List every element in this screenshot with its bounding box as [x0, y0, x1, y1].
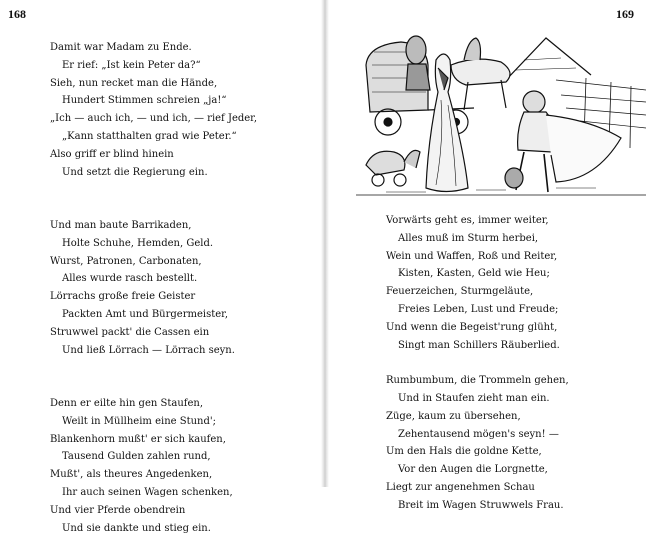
verse-line: Singt man Schillers Räuberlied.: [398, 339, 560, 351]
verse-line: Und setzt die Regierung ein.: [62, 166, 208, 178]
verse-line: Denn er eilte hin gen Staufen,: [50, 397, 204, 409]
verse-line: Und wenn die Begeist'rung glüht,: [386, 321, 558, 333]
verse-line: Packten Amt und Bürgermeister,: [62, 308, 229, 320]
page-number-right: 169: [616, 7, 634, 21]
verse-line: Alles wurde rasch bestellt.: [62, 273, 198, 285]
verse-line: Breit im Wagen Struwwels Frau.: [398, 499, 564, 511]
verse-line: Um den Hals die goldne Kette,: [386, 446, 542, 458]
stanza-gap: [50, 359, 257, 377]
verse-line: Also griff er blind hinein: [50, 148, 174, 160]
verse-line: Rumbumbum, die Trommeln gehen,: [386, 375, 569, 387]
verse-line: Weilt in Müllheim eine Stund';: [62, 415, 217, 427]
verse-line: Damit war Madam zu Ende.: [50, 42, 192, 53]
verse-line: Er rief: „Ist kein Peter da?“: [62, 59, 201, 71]
woodcut-illustration-icon: [356, 20, 646, 205]
verse-line: „Kann statthalten grad wie Peter.“: [62, 130, 237, 142]
verse-line: Alles muß im Sturm herbei,: [398, 232, 539, 244]
verse-line: Wurst, Patronen, Carbonaten,: [50, 255, 202, 267]
verse-line: Lörrachs große freie Geister: [50, 291, 196, 303]
verse-line: Und ließ Lörrach — Lörrach seyn.: [62, 344, 235, 356]
stanza-gap: [50, 377, 257, 395]
verse-line: Freies Leben, Lust und Freude;: [398, 303, 559, 315]
verse-line: Vorwärts geht es, immer weiter,: [386, 215, 549, 226]
verse-line: Sieh, nun recket man die Hände,: [50, 77, 218, 89]
poem-text-left: [50, 39, 257, 537]
verse-line: Struwwel packt' die Cassen ein: [50, 326, 210, 338]
verse-line: Mußt', als theures Angedenken,: [50, 469, 213, 481]
verse-line: Züge, kaum zu übersehen,: [386, 410, 521, 422]
page-right: [328, 0, 650, 511]
stanza-gap: [50, 181, 257, 199]
verse-line: Und vier Pferde obendrein: [50, 504, 186, 516]
verse-line: Ihr auch seinen Wagen schenken,: [62, 486, 233, 498]
verse-line: Hundert Stimmen schreien „ja!“: [62, 95, 227, 107]
verse-line: Vor den Augen die Lorgnette,: [398, 464, 548, 476]
verse-line: Feuerzeichen, Sturmgeläute,: [386, 286, 534, 298]
page-left: [0, 0, 322, 534]
verse-line: Blankenhorn mußt' er sich kaufen,: [50, 433, 226, 445]
verse-line: Und in Staufen zieht man ein.: [398, 392, 550, 404]
verse-line: „Ich — auch ich, — und ich, — rief Jeder,: [50, 113, 258, 125]
poem-text-right: [386, 212, 569, 515]
verse-line: Zehentausend mögen's seyn! —: [398, 428, 559, 440]
verse-line: Holte Schuhe, Hemden, Geld.: [62, 237, 214, 249]
page-number-left: 168: [8, 7, 26, 21]
verse-line: Liegt zur angenehmen Schau: [386, 481, 535, 493]
stanza-gap: [50, 199, 257, 217]
verse-line: Und sie dankte und stieg ein.: [62, 522, 211, 534]
verse-line: Und man baute Barrikaden,: [50, 219, 192, 231]
stanza-gap: [386, 354, 569, 372]
verse-line: Tausend Gulden zahlen rund,: [62, 451, 211, 463]
verse-line: Wein und Waffen, Roß und Reiter,: [386, 250, 558, 262]
verse-line: Kisten, Kasten, Geld wie Heu;: [398, 268, 550, 280]
